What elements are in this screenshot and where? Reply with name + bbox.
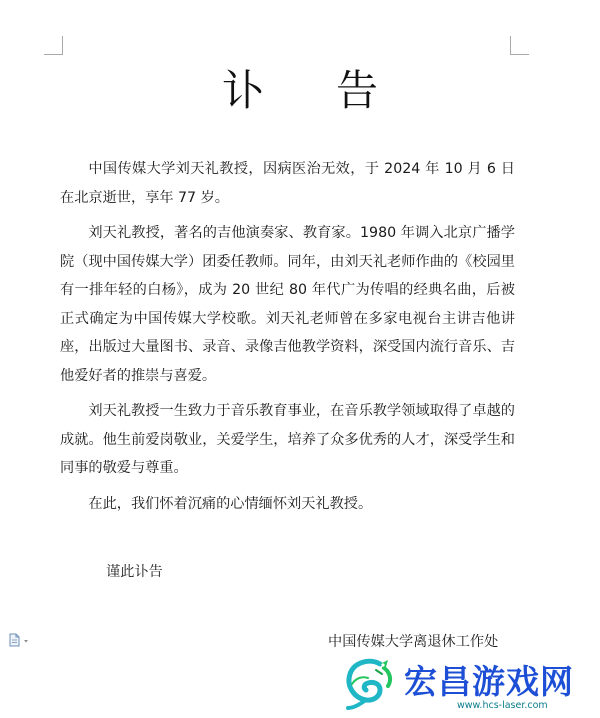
watermark-site-name: 宏昌游戏网: [404, 662, 574, 701]
notice-paragraph-1: 中国传媒大学刘天礼教授，因病医治无效，于 2024 年 10 月 6 日在北京逝世，享年 77 岁。: [60, 161, 515, 206]
notice-body: [60, 155, 515, 525]
notice-title: 讣告: [221, 66, 450, 115]
notice-paragraph-3: 刘天礼教授一生致力于音乐教育事业，在音乐教学领域取得了卓越的成就。他生前爱岗敬业，关爱学生，培养了众多优秀的人才，深受学生和同事的敬爱与尊重。: [60, 403, 515, 476]
document-icon[interactable]: [8, 632, 34, 646]
dragon-logo-icon: [340, 654, 400, 714]
site-watermark: [340, 652, 598, 716]
margin-corner-top-right: [510, 36, 529, 55]
margin-corner-top-left: [44, 36, 63, 55]
notice-closing: 谨此讣告: [106, 564, 163, 580]
notice-signature: 中国传媒大学离退休工作处: [328, 634, 499, 650]
notice-paragraph-2: 刘天礼教授，著名的吉他演奏家、教育家。1980 年调入北京广播学院（现中国传媒大学）团委任教师。同年，由刘天礼老师作曲的《校园里有一排年轻的白杨》，成为 20 世纪 80 年代广为传唱的经典名曲，后被正式确定为中国传媒大学校歌。刘天礼老师曾在多家电视台主讲吉他讲座，出版过大量图书、录音、录像吉他教学资料，深受国内流行音乐、吉他爱好者的推崇与喜爱。: [60, 225, 515, 384]
notice-paragraph-4: 在此，我们怀着沉痛的心情缅怀刘天礼教授。: [88, 495, 373, 512]
watermark-site-url: www.hcs-laser.com: [457, 700, 548, 711]
